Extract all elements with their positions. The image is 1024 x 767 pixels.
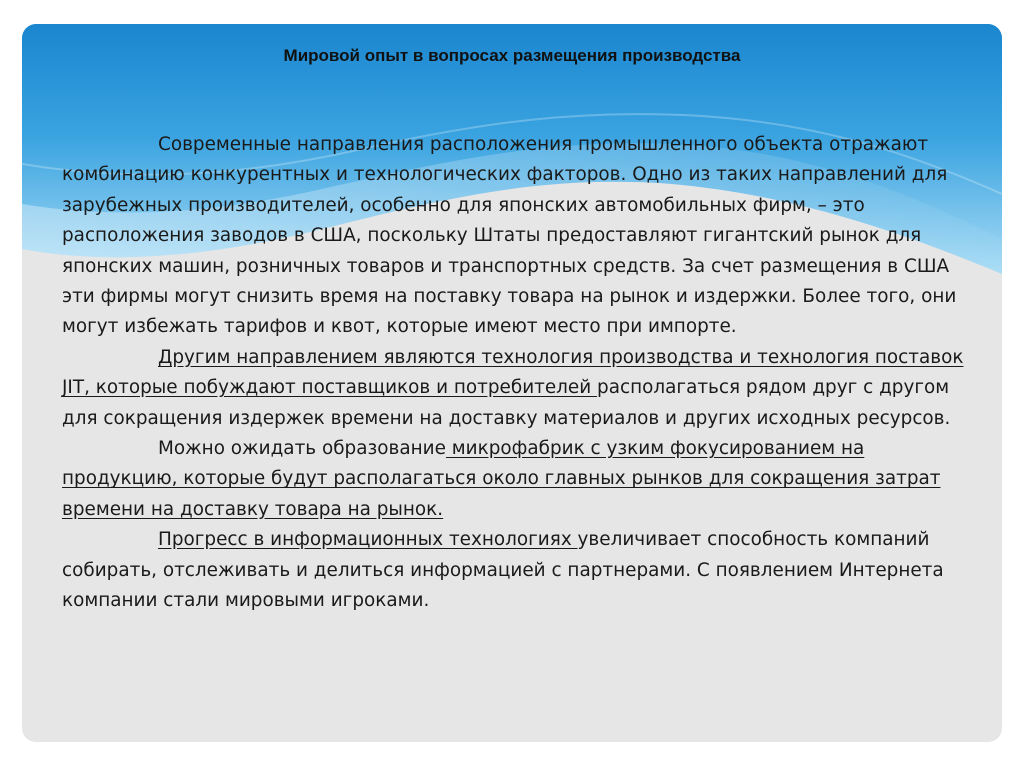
- slide: [22, 24, 1002, 742]
- paragraph-4-text: увеличивает способность компаний собирать, отслеживать и делиться информацией с партнерами. С появлением Интернета компании стали мировыми игроками.: [62, 529, 944, 612]
- paragraph-4-underlined-text: Прогресс в информационных технологиях: [158, 529, 578, 551]
- paragraph-2-underlined-text: Другим направлением являются технология производства и технология поставок JIT, которые побуждают поставщиков и потребителей: [62, 346, 964, 399]
- paragraph-2-text: располагаться рядом друг с другом для сокращения издержек времени на доставку материалов и других исходных ресурсов.: [62, 377, 951, 429]
- paragraph-3-underlined-text: микрофабрик с узким фокусированием на продукцию, которые будут располагаться около главных рынков для сокращения затрат времени на доставку товара на рынок.: [62, 438, 941, 520]
- paragraph-2: [62, 343, 982, 434]
- paragraph-1-text: Современные направления расположения промышленного объекта отражают комбинацию конкурентных и технологических факторов. Одно из таких направлений для зарубежных производителей, особенно для японских автомобильных фирм, – это расположения заводов в США, поскольку Штаты предоставляют гигантский рынок для японских машин, розничных товаров и транспортных средств. За счет размещения в США эти фирмы могут снизить время на поставку товара на рынок и издержки. Более того, они могут избежать тарифов и квот, которые имеют место при импорте.: [62, 134, 957, 338]
- slide-title: Мировой опыт в вопросах размещения производства: [283, 46, 741, 65]
- slide-body: [62, 130, 982, 617]
- paragraph-3-text: Можно ожидать образование: [158, 438, 446, 460]
- paragraph-4: [62, 525, 982, 616]
- paragraph-1: [62, 130, 982, 343]
- paragraph-3: [62, 434, 982, 525]
